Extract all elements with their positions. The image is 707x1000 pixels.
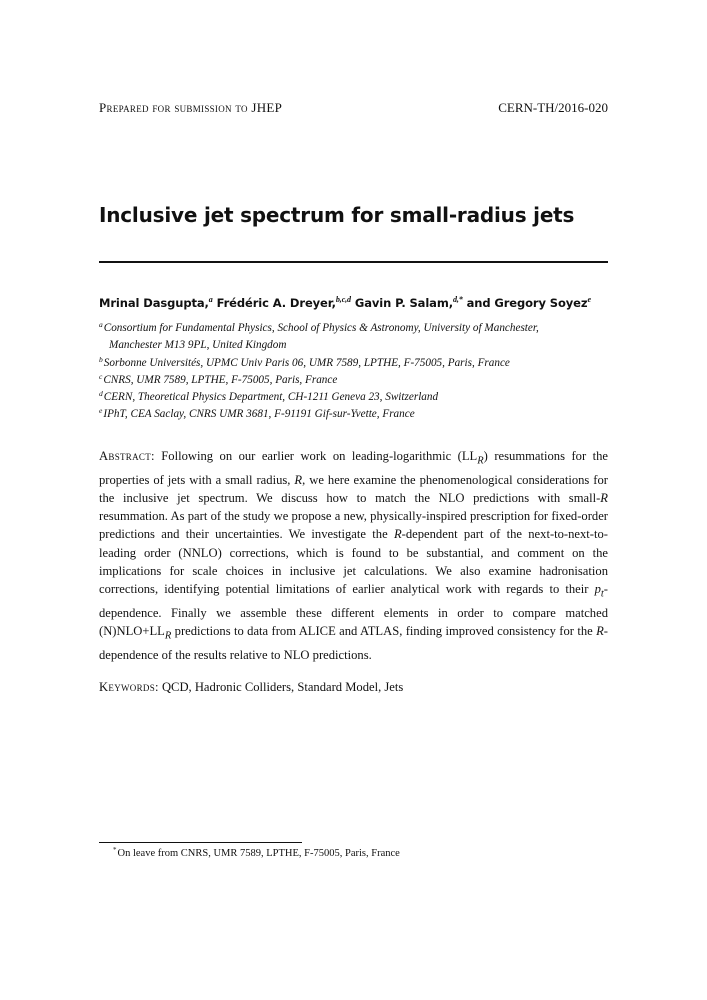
affiliation-continued: Manchester M13 9PL, United Kingdom — [109, 339, 287, 352]
keywords-label: Keywords: — [99, 680, 159, 694]
abstract-label: Abstract: — [99, 449, 155, 463]
affiliation — [99, 389, 614, 406]
author-affil-mark: b,c,d — [335, 295, 351, 304]
footnote-rule — [99, 842, 302, 843]
footnote — [113, 848, 400, 859]
report-number: CERN-TH/2016-020 — [498, 100, 608, 115]
footnote-text: On leave from CNRS, UMR 7589, LPTHE, F-75005, Paris, France — [117, 848, 400, 859]
affiliation — [99, 406, 614, 423]
keywords — [99, 680, 608, 695]
math-symbol: R — [596, 623, 604, 638]
affiliation-mark: a — [99, 320, 103, 329]
journal-note: Prepared for submission to JHEP — [99, 100, 283, 115]
math-subscript: R — [477, 455, 484, 467]
affiliation-text: IPhT, CEA Saclay, CNRS UMR 3681, F-91191 Gif-sur-Yvette, France — [103, 408, 415, 421]
abstract-text: Following on our earlier work on leading-logarithmic (LL — [161, 449, 478, 463]
affiliation-text: CNRS, UMR 7589, LPTHE, F-75005, Paris, France — [103, 373, 338, 386]
affiliation-text: Consortium for Fundamental Physics, School of Physics & Astronomy, University of Manchester, — [103, 322, 539, 334]
paper-title: Inclusive jet spectrum for small-radius jets — [99, 203, 575, 227]
author-name: Gavin P. Salam, — [350, 296, 453, 310]
author-affil-mark: a — [208, 295, 213, 304]
affiliation — [99, 372, 614, 389]
affiliation-mark: d — [99, 389, 103, 399]
affiliation-mark: c — [99, 371, 103, 381]
abstract: Abstract: Following on our earlier work on leading-logarithmic $(LL_R)$ resummations for the properties of jets with a small radius, R, we here examine the phenomenological considerations for the inclusive jet spectrum. We discuss how to match the NLO predictions with small-R resummation. As part of the study we propose a new, physically-inspired prescription for fixed-order predictions and their uncertainties. We investigate the R-dependent part of the next-to-next-to-leading order (NNLO) corrections, which is found to be substantial, and comment on the implications for scale choices in inclusive jet calculations. We also examine hadronisation corrections, identifying potential limitations of earlier analytical work with regards to their $p_t$-dependence. Finally we assemble these different elements in order to compare matched $(N)NLO+LL_R$ predictions to data from ALICE and ATLAS, finding improved consistency for the R-dependence of the results relative to NLO predictions. — [99, 449, 608, 662]
author-list — [99, 296, 619, 310]
math-subscript: t — [600, 588, 604, 600]
affiliation-text: CERN, Theoretical Physics Department, CH-1211 Geneva 23, Switzerland — [103, 391, 439, 404]
affiliation-mark: b — [99, 354, 103, 364]
author-name: and Gregory Soyez — [462, 296, 588, 310]
affiliation — [99, 355, 614, 372]
math-symbol: R — [294, 472, 303, 487]
affiliation — [99, 320, 614, 337]
keywords-text: QCD, Hadronic Colliders, Standard Model, Jets — [161, 680, 404, 694]
running-header — [99, 100, 608, 118]
author-name: Frédéric A. Dreyer, — [212, 296, 336, 310]
math-subscript: R — [164, 630, 172, 642]
math-symbol: R — [393, 527, 402, 542]
math-symbol: p — [594, 581, 601, 596]
math-symbol: R — [600, 490, 608, 505]
affiliation-text: Sorbonne Universités, UPMC Univ Paris 06, UMR 7589, LPTHE, F-75005, Paris, France — [103, 356, 510, 369]
title-rule — [99, 261, 608, 263]
affiliation-mark: e — [99, 406, 103, 416]
author-name: Mrinal Dasgupta, — [99, 296, 209, 310]
affiliation-list — [99, 320, 614, 424]
footnote-mark: * — [113, 846, 117, 854]
author-affil-mark: e — [587, 295, 591, 304]
author-affil-mark: d,* — [453, 295, 463, 304]
